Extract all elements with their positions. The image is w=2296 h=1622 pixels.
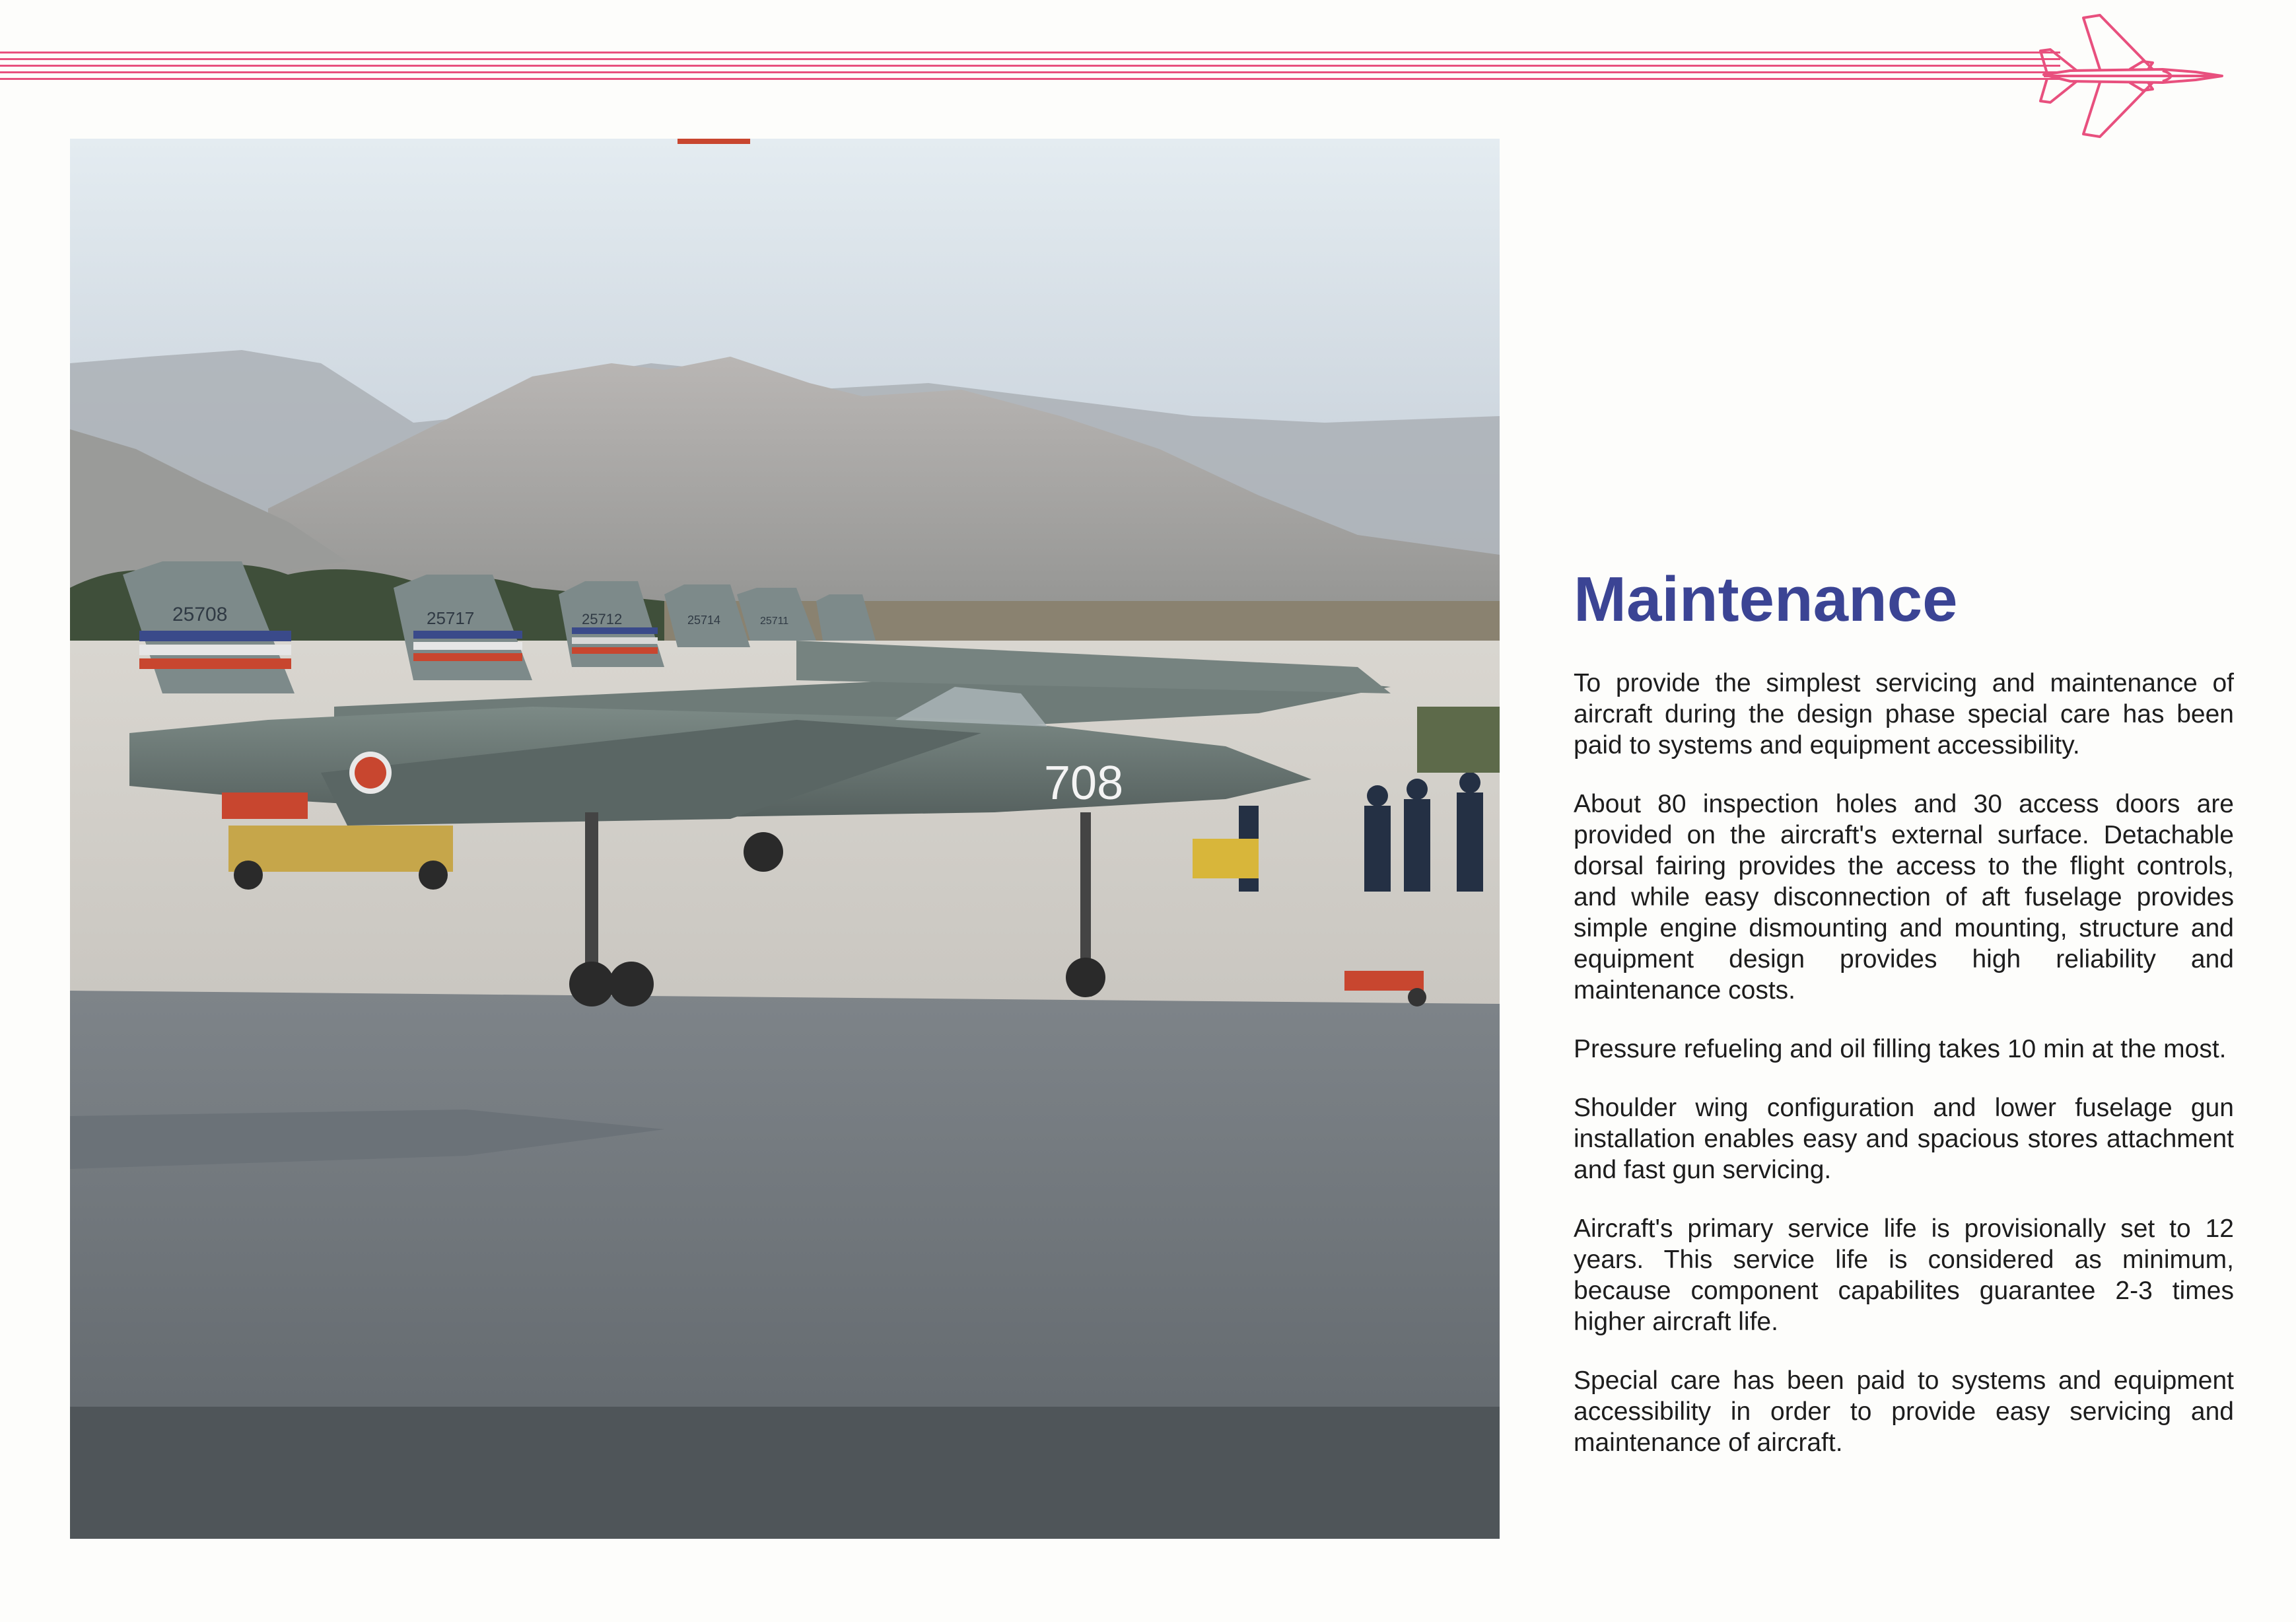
nose-number: 708 [1044,757,1124,810]
aircraft-lineup-photo [70,139,1500,1539]
paragraph-inspection-holes: About 80 inspection holes and 30 access doors are provided on the aircraft's external surface. Detachable dorsal fairing provides the access to the flight controls, and while easy disconnection of aft fuselage provides simple engine dismounting and mounting, structure and equipment design provides high reliability and maintenance costs. [1574,789,2234,1005]
tail-number-3: 25712 [582,611,623,627]
paragraph-design: To provide the simplest servicing and maintenance of aircraft during the design phase special care has been paid to systems and equipment accessibility. [1574,668,2234,759]
paragraph-wing-configuration: Shoulder wing configuration and lower fuselage gun installation enables easy and spacious stores attachment and fast gun servicing. [1574,1093,2234,1184]
maintenance-text-column [1574,565,2234,1486]
paragraph-accessibility: Special care has been paid to systems and equipment accessibility in order to provide easy servicing and maintenance of aircraft. [1574,1366,2234,1457]
tail-number-5: 25711 [760,616,789,627]
tail-number-2: 25717 [427,608,475,628]
tail-number-4: 25714 [687,614,721,627]
header-stripes [0,52,2060,86]
paragraph-refueling: Pressure refueling and oil filling takes 10 min at the most. [1574,1034,2227,1063]
tail-number-1: 25708 [172,604,228,625]
section-title: Maintenance [1574,564,1958,635]
jet-aircraft-icon [2031,10,2229,142]
paragraph-service-life: Aircraft's primary service life is provisionally set to 12 years. This service life is considered as minimum, because component capabilites guarantee 2-3 times higher aircraft life. [1574,1214,2234,1336]
